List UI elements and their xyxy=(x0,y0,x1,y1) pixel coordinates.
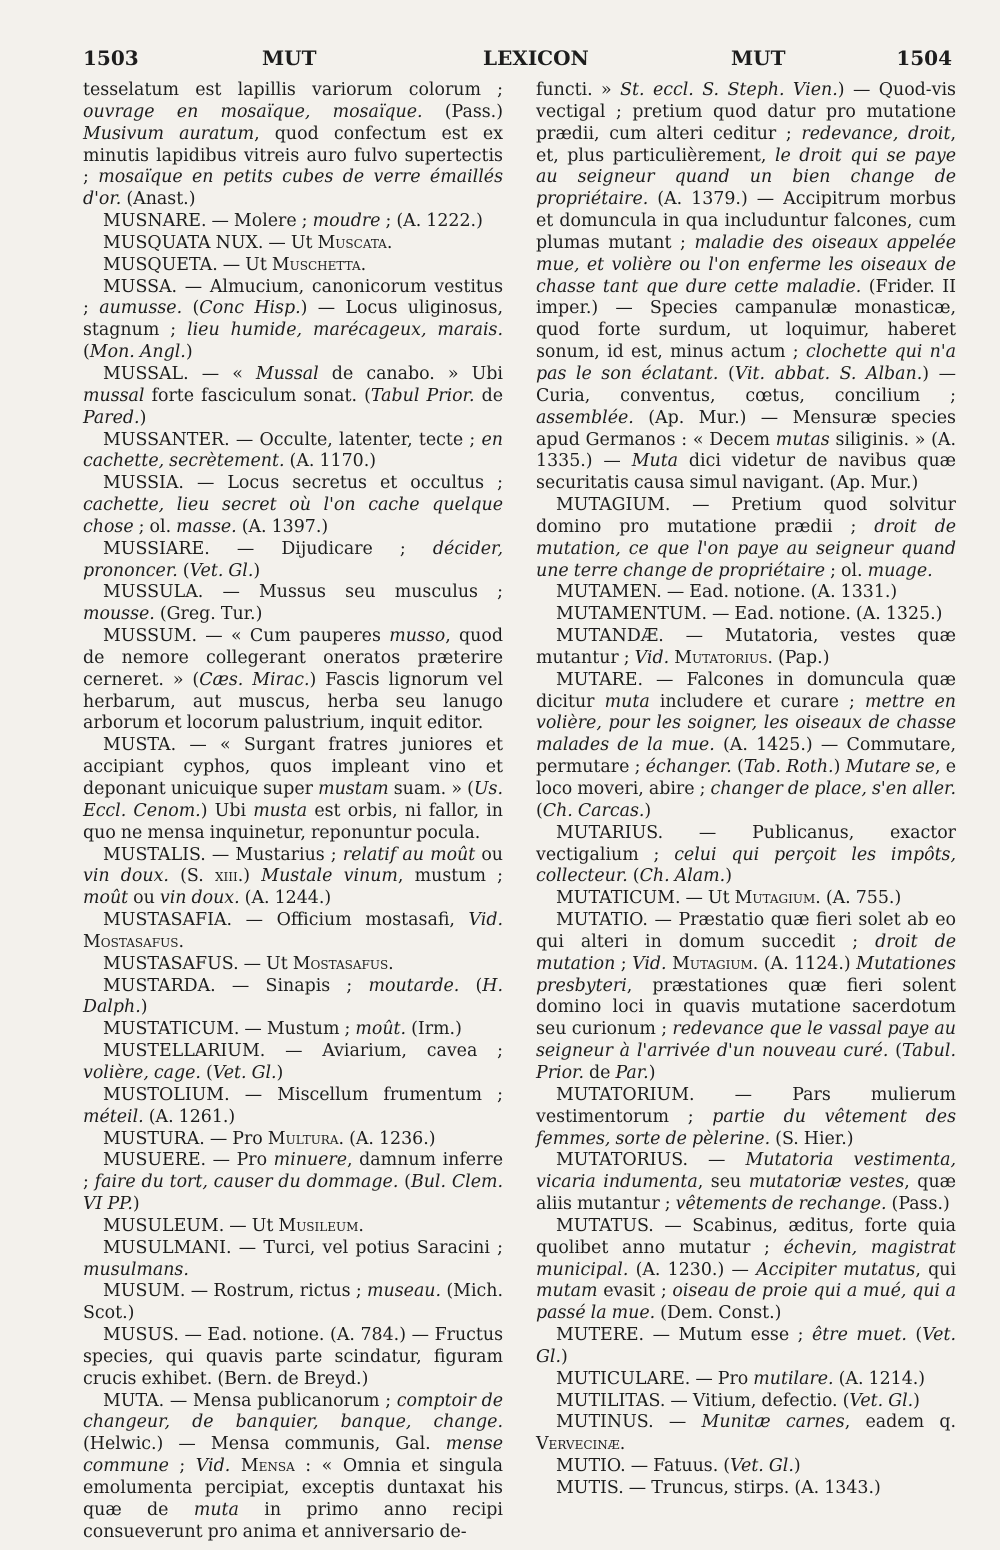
dictionary-entry: MUTATUS. — Scabinus, æditus, forte quia quolibet anno mutatur ; échevin, magistrat municipal. (A. 1230.) — Accipiter mutatus, qui mutam evasit ; oiseau de proie qui a mué, qui a passé la mue. (Dem. Const.) xyxy=(536,1215,957,1324)
dictionary-entry: MUSSULA. — Mussus seu musculus ; mousse. (Greg. Tur.) xyxy=(83,582,503,625)
dictionary-entry: tesselatum est lapillis variorum colorum ; ouvrage en mosaïque, mosaïque. (Pass.) Musivum auratum, quod confectum est ex minutis lapidibus vitreis auro fulvo supertectis ; mosaïque en petits cubes de verre émaillés d'or. (Anast.) xyxy=(83,80,504,210)
dictionary-entry: MUTIO. — Fatuus. (Vet. Gl.) xyxy=(556,1456,801,1477)
dictionary-entry: MUSULEUM. — Ut Musileum. xyxy=(103,1215,364,1236)
dictionary-entry: MUTAMEN. — Ead. notione. (A. 1331.) xyxy=(556,582,898,603)
running-head-right: MUT xyxy=(731,46,786,70)
dictionary-entry: MUSSIA. — Locus secretus et occultus ; cachette, lieu secret où l'on cache quelque chose ; ol. masse. (A. 1397.) xyxy=(83,473,503,537)
dictionary-entry: MUTAGIUM. — Pretium quod solvitur domino pro mutatione prædii ; droit de mutation, ce que l'on paye au seigneur quand une terre change de propriétaire ; ol. muage. xyxy=(536,495,956,581)
dictionary-entry: MUTANDÆ. — Mutatoria, vestes quæ mutantur ; Vid. Mutatorius. (Pap.) xyxy=(536,626,956,668)
dictionary-entry: MUSSA. — Almucium, canonicorum vestitus ; aumusse. (Conc Hisp.) — Locus uliginosus, stagnum ; lieu humide, marécageux, marais. (Mon. Angl.) xyxy=(83,276,503,363)
dictionary-entry: MUTATORIUS. — Mutatoria vestimenta, vicaria indumenta, seu mutatoriæ vestes, quæ aliis mutantur ; vêtements de rechange. (Pass.) xyxy=(536,1150,956,1215)
dictionary-entry: MUSTELLARIUM. — Aviarium, cavea ; volière, cage. (Vet. Gl.) xyxy=(83,1041,503,1083)
dictionary-entry: MUSULMANI. — Turci, vel potius Saracini ; musulmans. xyxy=(83,1237,503,1280)
dictionary-entry: MUSTALIS. — Mustarius ; relatif au moût ou vin doux. (S. xiii.) Mustale vinum, mustum ; moût ou vin doux. (A. 1244.) xyxy=(83,844,504,909)
dictionary-entry: MUSUM. — Rostrum, rictus ; museau. (Mich. Scot.) xyxy=(83,1281,504,1324)
dictionary-entry: MUSNARE. — Molere ; moudre ; (A. 1222.) xyxy=(103,211,483,232)
dictionary-entry: MUSSUM. — « Cum pauperes musso, quod de nemore collegerant oneratos præterire cerneret. » (Cæs. Mirac.) Fascis lignorum vel herbarum, aut muscus, herba seu lanugo arborum et locorum palustrium, inquit editor. xyxy=(83,626,503,734)
dictionary-entry: MUSSIARE. — Dijudicare ; décider, prononcer. (Vet. Gl.) xyxy=(83,538,503,581)
dictionary-entry: MUTILITAS. — Vitium, defectio. (Vet. Gl.) xyxy=(556,1390,920,1411)
page-number-left: 1503 xyxy=(83,46,139,70)
dictionary-entry: MUTATORIUM. — Pars mulierum vestimentorum ; partie du vêtement des femmes, sorte de pèlerine. (S. Hier.) xyxy=(536,1084,957,1149)
right-column xyxy=(536,80,956,1500)
running-head-left: MUT xyxy=(262,46,317,70)
dictionary-entry: functi. » St. eccl. S. Steph. Vien.) — Quod-vis vectigal ; pretium quod datur pro mutatione prædii, cum alteri ceditur ; redevance, droit, et, plus particulièrement, le droit qui se paye au seigneur quand un bien change de propriétaire. (A. 1379.) — Accipitrum morbus et domuncula in qua includuntur falcones, cum plumas mutant ; maladie des oiseaux appelée mue, et volière ou l'on enferme les oiseaux de chasse tant que dure cette maladie. (Frider. II imper.) — Species campanulæ monasticæ, quod forte surdum, ut loquimur, haberet sonum, id est, minus actum ; clochette qui n'a pas le son éclatant. (Vit. abbat. S. Alban.) — Curia, conventus, cœtus, concilium ; assemblée. (Ap. Mur.) — Mensuræ species apud Germanos : « Decem mutas siliginis. » (A. 1335.) — Muta dici videtur de navibus quæ securitatis causa simul navigant. (Ap. Mur.) xyxy=(536,80,957,494)
dictionary-entry: MUSTASAFIA. — Officium mostasafi, Vid. Mostasafus. xyxy=(83,910,503,952)
dictionary-entry: MUTINUS. — Munitæ carnes, eadem q. Vervecinæ. xyxy=(536,1412,956,1455)
dictionary-entry: MUSTA. — « Surgant fratres juniores et accipiant cyphos, quos impleant vino et deponant unicuique super mustam suam. » (Us. Eccl. Cenom.) Ubi musta est orbis, ni fallor, in quo ne mensa inquinetur, reponuntur pocula. xyxy=(83,735,503,843)
dictionary-entry: MUSSANTER. — Occulte, latenter, tecte ; en cachette, secrètement. (A. 1170.) xyxy=(83,429,503,472)
page-number-right: 1504 xyxy=(896,46,952,70)
dictionary-entry: MUTA. — Mensa publicanorum ; comptoir de changeur, de banquier, banque, change. (Helwic.) — Mensa communis, Gal. mense commune ; Vid. Mensa : « Omnia et singula emolumenta percipiat, exceptis duntaxat his quæ de muta in primo anno recipi consueverunt pro anima et anniversario de- xyxy=(83,1390,503,1542)
dictionary-entry: MUTARIUS. — Publicanus, exactor vectigalium ; celui qui perçoit les impôts, collecteur. (Ch. Alam.) xyxy=(536,822,957,887)
dictionary-entry: MUTARE. — Falcones in domuncula quæ dicitur muta includere et curare ; mettre en volière, pour les soigner, les oiseaux de chasse malades de la mue. (A. 1425.) — Commutare, permutare ; échanger. (Tab. Roth.) Mutare se, e loco moveri, abire ; changer de place, s'en aller. (Ch. Carcas.) xyxy=(536,669,957,821)
dictionary-entry: MUTATICUM. — Ut Mutagium. (A. 755.) xyxy=(556,888,902,909)
dictionary-entry: MUTIS. — Truncus, stirps. (A. 1343.) xyxy=(556,1478,881,1498)
dictionary-entry: MUSUS. — Ead. notione. (A. 784.) — Fructus species, qui quavis parte scindatur, figuram crucis exhibet. (Bern. de Breyd.) xyxy=(83,1325,503,1389)
dictionary-entry: MUTICULARE. — Pro mutilare. (A. 1214.) xyxy=(556,1368,926,1389)
dictionary-entry: MUSTARDA. — Sinapis ; moutarde. (H. Dalph.) xyxy=(83,975,503,1018)
dictionary-entry: MUSUERE. — Pro minuere, damnum inferre ; faire du tort, causer du dommage. (Bul. Clem. VI PP.) xyxy=(83,1150,504,1215)
dictionary-entry: MUSQUATA NUX. — Ut Muscata. xyxy=(103,232,393,253)
dictionary-entry: MUTERE. — Mutum esse ; être muet. (Vet. Gl.) xyxy=(536,1325,956,1367)
dictionary-entry: MUTATIO. — Præstatio quæ fieri solet ab eo qui alteri in domum succedit ; droit de mutation ; Vid. Mutagium. (A. 1124.) Mutationes presbyteri, præstationes quæ fieri solent domino loci in quavis mutatione sacerdotum seu curionum ; redevance que le vassal paye au seigneur à l'arrivée d'un nouveau curé. (Tabul. Prior. de Par.) xyxy=(536,910,957,1083)
running-head-center: LEXICON xyxy=(483,46,589,70)
dictionary-entry: MUSTURA. — Pro Multura. (A. 1236.) xyxy=(103,1128,436,1149)
dictionary-entry: MUSQUETA. — Ut Muschetta. xyxy=(103,254,367,275)
dictionary-entry: MUSTOLIUM. — Miscellum frumentum ; méteil. (A. 1261.) xyxy=(83,1084,503,1127)
dictionary-entry: MUSTASAFUS. — Ut Mostasafus. xyxy=(103,953,394,974)
dictionary-entry: MUSTATICUM. — Mustum ; moût. (Irm.) xyxy=(103,1019,462,1040)
dictionary-entry: MUSSAL. — « Mussal de canabo. » Ubi mussal forte fasciculum sonat. (Tabul Prior. de Pared.) xyxy=(83,363,504,428)
page-header xyxy=(0,46,1000,76)
left-column xyxy=(83,80,503,1544)
dictionary-entry: MUTAMENTUM. — Ead. notione. (A. 1325.) xyxy=(556,604,943,625)
